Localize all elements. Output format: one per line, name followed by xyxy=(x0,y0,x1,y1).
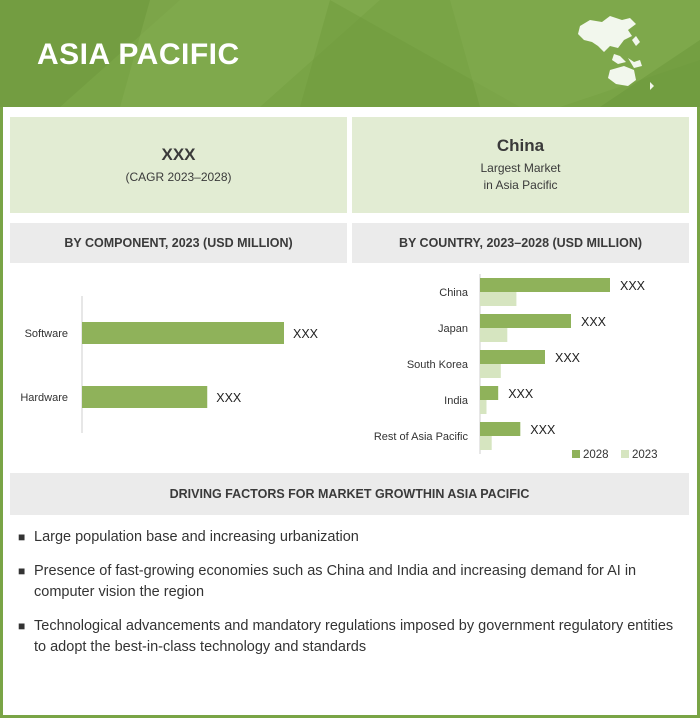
asia-pacific-map-icon xyxy=(570,12,660,94)
data-label: XXX xyxy=(293,327,319,341)
data-label: XXX xyxy=(555,351,581,365)
bar-2028 xyxy=(480,422,520,436)
bar-2023 xyxy=(480,292,516,306)
driver-item-text: Technological advancements and mandatory regulations imposed by government regulatory entities to adopt the best-in-class technology and standards xyxy=(34,618,674,655)
category-label: Software xyxy=(24,328,68,340)
cagr-box xyxy=(10,117,347,213)
largest-market-name: China xyxy=(496,136,545,155)
driver-item xyxy=(18,616,683,658)
category-label: China xyxy=(439,287,468,299)
data-label: XXX xyxy=(581,315,607,329)
category-label: Japan xyxy=(438,323,468,335)
data-label: XXX xyxy=(508,387,534,401)
driver-item xyxy=(18,561,683,603)
square-bullet-icon: ■ xyxy=(18,530,26,544)
category-label: South Korea xyxy=(406,359,468,371)
legend-swatch-2023 xyxy=(621,450,629,458)
bar xyxy=(82,386,207,408)
bar-2028 xyxy=(480,278,610,292)
largest-market-line2: in Asia Pacific xyxy=(483,178,558,192)
bar-2028 xyxy=(480,350,545,364)
bar-2023 xyxy=(480,400,487,414)
square-bullet-icon: ■ xyxy=(18,619,26,633)
drivers-title-line1: DRIVING FACTORS FOR MARKET GROWTH xyxy=(169,486,432,501)
cagr-value: XXX xyxy=(161,144,196,164)
bar-2023 xyxy=(480,436,492,450)
legend-label-2028: 2028 xyxy=(583,449,609,461)
drivers-list xyxy=(18,527,683,671)
header-banner xyxy=(0,0,700,107)
page-title: ASIA PACIFIC xyxy=(37,38,240,71)
country-section-title: BY COUNTRY, 2023–2028 (USD MILLION) xyxy=(352,223,689,263)
largest-market-box xyxy=(352,117,689,213)
bar-2028 xyxy=(480,314,571,328)
bar xyxy=(82,322,284,344)
country-bar-chart xyxy=(352,268,689,468)
driver-item xyxy=(18,527,683,548)
component-section-title: BY COMPONENT, 2023 (USD MILLION) xyxy=(10,223,347,263)
driver-item-text: Large population base and increasing urbanization xyxy=(34,529,359,545)
category-label: India xyxy=(444,395,468,407)
square-bullet-icon: ■ xyxy=(18,564,26,578)
bar-2023 xyxy=(480,328,507,342)
drivers-title-line2: IN ASIA PACIFIC xyxy=(431,486,530,501)
largest-market-line1: Largest Market xyxy=(480,161,561,175)
legend-label-2023: 2023 xyxy=(632,449,658,461)
data-label: XXX xyxy=(216,391,242,405)
data-label: XXX xyxy=(620,279,646,293)
drivers-section-title xyxy=(10,473,689,515)
bar-2023 xyxy=(480,364,501,378)
component-bar-chart xyxy=(10,268,347,468)
category-label: Rest of Asia Pacific xyxy=(373,431,468,443)
bar-2028 xyxy=(480,386,498,400)
cagr-label: (CAGR 2023–2028) xyxy=(125,169,232,184)
largest-market-caption xyxy=(480,160,560,194)
legend-swatch-2028 xyxy=(572,450,580,458)
driver-item-text: Presence of fast-growing economies such as China and India and increasing demand for AI in computer vision the region xyxy=(34,563,637,600)
category-label: Hardware xyxy=(20,392,68,404)
data-label: XXX xyxy=(530,423,556,437)
